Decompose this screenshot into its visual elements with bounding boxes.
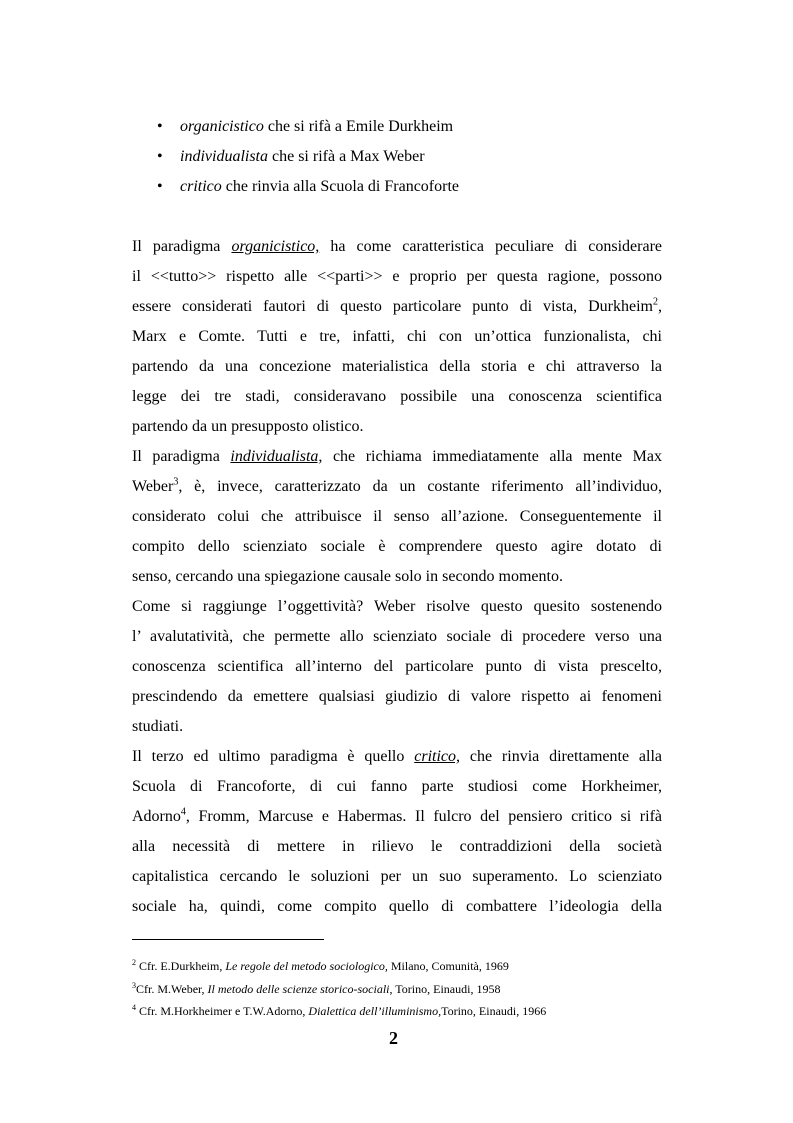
text-line: partendo da un presupposto olistico. bbox=[132, 418, 364, 435]
list-item: • critico che rinvia alla Scuola di Francoforte bbox=[157, 172, 459, 202]
page-number: 2 bbox=[389, 1028, 398, 1048]
term-organicistico: organicistico, bbox=[231, 238, 320, 255]
term-individualista: individualista, bbox=[230, 448, 323, 465]
text-line: legge dei tre stadi, consideravano possibile una conoscenza scientifica bbox=[132, 388, 662, 405]
bullet-icon: • bbox=[157, 118, 163, 135]
text-line: alla necessità di mettere in rilievo le contraddizioni della società bbox=[132, 838, 662, 855]
text-line: sociale ha, quindi, come compito quello di combattere l’ideologia della bbox=[132, 898, 662, 915]
text-line: Il paradigma individualista, che richiama immediatamente alla mente Max bbox=[132, 448, 663, 465]
footnote-4: $^4$ Cfr. M.Horkheimer e T.W.Adorno, Dialettica dell’illuminismo,Torino, Einaudi, 1966 bbox=[132, 1003, 547, 1018]
footnote-2: $^2$ Cfr. E.Durkheim, Le regole del metodo sociologico, Milano, Comunità, 1969 bbox=[132, 958, 509, 973]
text-line: Adorno$^4$, Fromm, Marcuse e Habermas. Il fulcro del pensiero critico si rifà bbox=[132, 806, 662, 825]
list-item: • organicistico che si rifà a Emile Durkheim bbox=[157, 112, 459, 142]
text-line: Il terzo ed ultimo paradigma è quello critico, che rinvia direttamente alla bbox=[132, 748, 663, 765]
footnote-ref-2: 2 bbox=[653, 296, 658, 308]
text-line: Il paradigma organicistico, ha come caratteristica peculiare di considerare bbox=[132, 238, 663, 255]
footnote-ref-4: 4 bbox=[180, 806, 186, 818]
term-critico: critico, bbox=[414, 748, 461, 765]
text-line: partendo da una concezione materialistica della storia e chi attraverso la bbox=[132, 358, 662, 375]
text-line: Marx e Comte. Tutti e tre, infatti, chi con un’ottica funzionalista, chi bbox=[132, 328, 662, 345]
text-line: considerato colui che attribuisce il senso all’azione. Conseguentemente il bbox=[132, 508, 662, 525]
footnote-separator bbox=[132, 939, 324, 940]
text-line: conoscenza scientifica all’interno del particolare punto di vista prescelto, bbox=[132, 658, 662, 675]
text-line: senso, cercando una spiegazione causale solo in secondo momento. bbox=[132, 568, 563, 585]
text-line: Come si raggiunge l’oggettività? Weber risolve questo quesito sostenendo bbox=[132, 598, 662, 615]
bullet-icon: • bbox=[157, 178, 163, 195]
text-line: essere considerati fautori di questo particolare punto di vista, Durkheim$^2$, bbox=[132, 296, 662, 315]
text-line: Weber$^3$, è, invece, caratterizzato da un costante riferimento all’individuo, bbox=[132, 476, 662, 495]
bullet-icon: • bbox=[157, 148, 163, 165]
footnote-3: $^3$Cfr. M.Weber, Il metodo delle scienze storico-sociali, Torino, Einaudi, 1958 bbox=[132, 981, 501, 996]
paradigm-list bbox=[157, 112, 459, 202]
text-line: Scuola di Francoforte, di cui fanno parte studiosi come Horkheimer, bbox=[132, 778, 662, 795]
text-line: studiati. bbox=[132, 718, 184, 735]
list-item: • individualista che si rifà a Max Weber bbox=[157, 142, 459, 172]
text-line: l’ avalutatività, che permette allo scienziato sociale di procedere verso una bbox=[132, 628, 662, 645]
footnote-ref-3: 3 bbox=[173, 476, 179, 488]
text-line: compito dello scienziato sociale è comprendere questo agire dotato di bbox=[132, 538, 662, 555]
text-line: capitalistica cercando le soluzioni per un suo superamento. Lo scienziato bbox=[132, 868, 662, 885]
text-line: prescindendo da emettere qualsiasi giudizio di valore rispetto ai fenomeni bbox=[132, 688, 662, 705]
text-line: il <<tutto>> rispetto alle <<parti>> e proprio per questa ragione, possono bbox=[132, 268, 662, 285]
